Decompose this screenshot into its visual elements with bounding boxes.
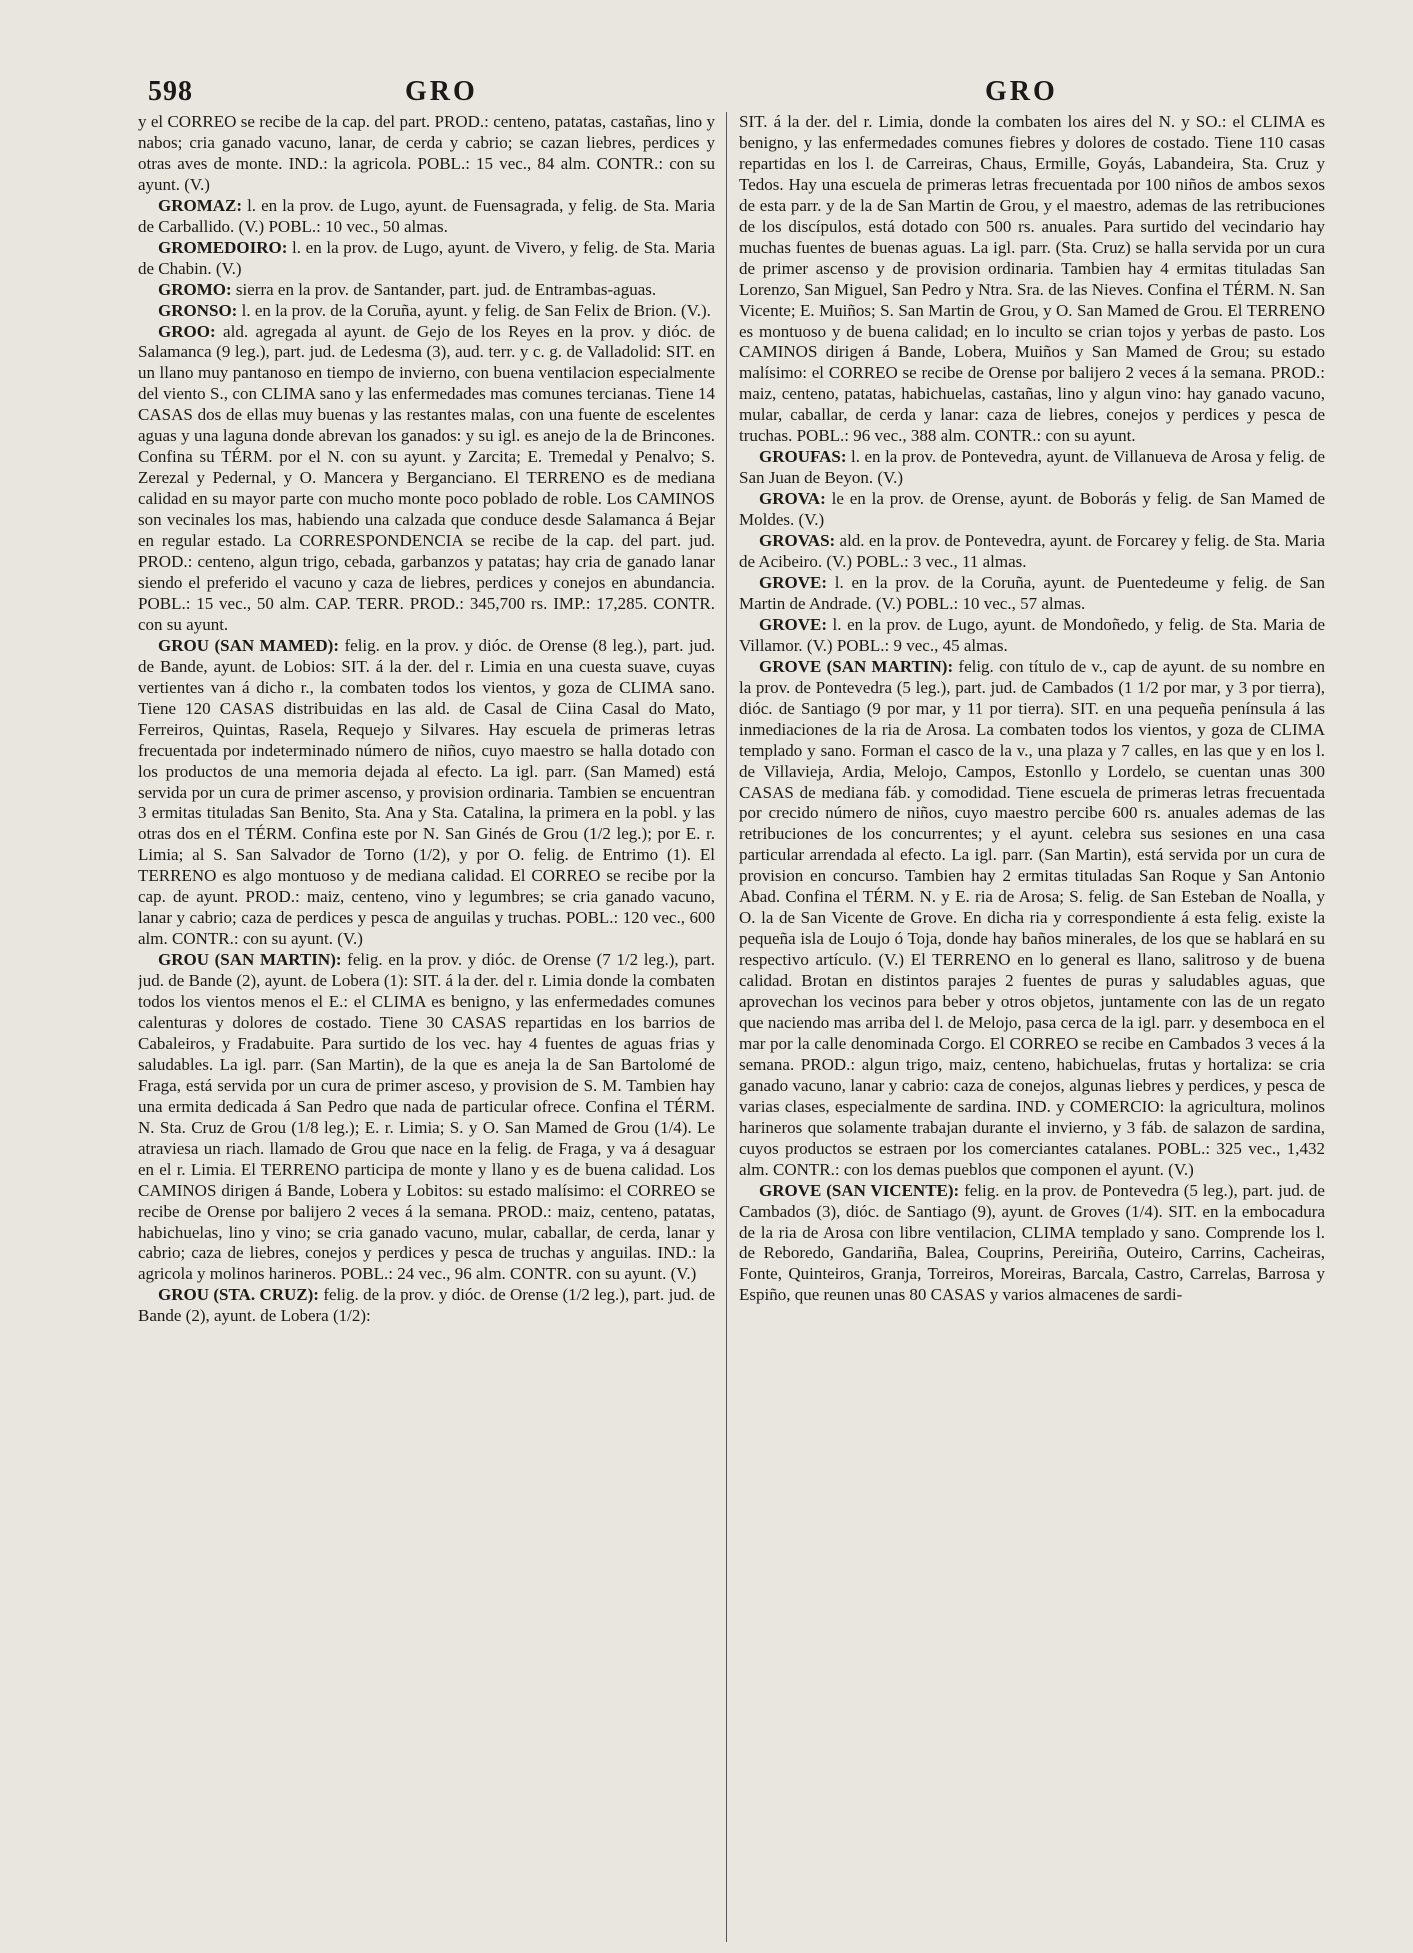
dictionary-entry <box>138 238 715 280</box>
left-column <box>138 112 715 1942</box>
page-number: 598 <box>148 76 193 107</box>
dictionary-entry <box>138 950 715 1285</box>
dictionary-entry <box>739 657 1325 1181</box>
entry-text: ald. agregada al ayunt. de Gejo de los Reyes en la prov. y dióc. de Salamanca (9 leg.), part. jud. de Ledesma (3), aud. terr. y c. g. de Valladolid: SIT. en un llano muy pantanoso en tiempo de invierno, con buena ventilacion especialmente del viento S., con CLIMA sano y las enfermedades mas comunes tercianas. Tiene 14 CASAS dos de ellas muy buenas y las restantes malas, con una fuente de escelentes aguas y una laguna donde abrevan los ganados: y su igl. es anejo de la de Brincones. Confina su TÉRM. por el N. con su ayunt. y Zarcita; E. Tremedal y Penalvo; S. Zerezal y Pedernal, y O. Mancera y Berganciano. El TERRENO es de mediana calidad en su mayor parte con mucho monte poco poblado de roble. Los CAMINOS son vecinales los mas, habiendo una calzada que conduce desde Salamanca á Bejar en regular estado. La CORRESPONDENCIA se recibe de la cap. del part. jud. PROD.: centeno, algun trigo, cebada, garbanzos y patatas; hay cria de ganado lanar siendo el preferido el vacuno y caza de liebres, perdices y conejos en abundancia. POBL.: 15 vec., 50 alm. CAP. TERR. PROD.: 345,700 rs. IMP.: 17,285. CONTR. con su ayunt. <box>138 321 715 634</box>
entry-text: sierra en la prov. de Santander, part. jud. de Entrambas-aguas. <box>235 279 657 299</box>
entry-text: l. en la prov. de la Coruña, ayunt. y felig. de San Felix de Brion. (V.). <box>241 300 711 320</box>
dictionary-entry <box>739 447 1325 489</box>
entry-text: felig. de la prov. y dióc. de Orense (1/2 leg.), part. jud. de Bande (2), ayunt. de Lobera (1/2): <box>138 1285 715 1326</box>
entry-headword: GROVE (SAN VICENTE): <box>759 1180 960 1200</box>
entry-text: ald. en la prov. de Pontevedra, ayunt. de Forcarey y felig. de Sta. Maria de Acibeiro. (V.) POBL.: 3 vec., 11 almas. <box>739 531 1325 572</box>
entry-text: felig. con título de v., cap de ayunt. de su nombre en la prov. de Pontevedra (5 leg.), part. jud. de Cambados (1 1/2 por mar, y 3 por tierra), dióc. de Santiago (9 por mar, y 11 por tierra). SIT. en una pequeña península á las inmediaciones de la ria de Arosa. La combaten todos los vientos, y goza de CLIMA templado y sano. Forman el casco de la v., una plaza y 7 calles, en las que y en los l. de Villavieja, Ardia, Melojo, Campos, Estonllo y Lordelo, se cuentan unas 300 CASAS de mediana fáb. y comodidad. Tiene escuela de primeras letras frecuentada por crecido número de niños, cuyo maestro percibe 600 rs. anuales ademas de las retribuciones de los concurrentes; y el ayunt. celebra sus sesiones en una casa particular arrendada al efecto. La igl. parr. (San Martin), está servida por un cura de provision en concurso. Tambien hay 2 ermitas tituladas San Roque y San Antonio Abad. Confina el TÉRM. N. y E. ria de Arosa; S. felig. de San Esteban de Noalla, y O. la de San Vicente de Grove. En dicha ria y correspondiente á esta felig. existe la pequeña isla de Loujo ó Toja, donde hay baños minerales, de los que se hablará en su respectivo artículo. (V.) El TERRENO en lo general es llano, salitroso y de buena calidad. Brotan en distintos parajes 2 fuentes de puras y saludables aguas, que aprovechan los vecinos para beber y otros objetos, juntamente con las de un regato que naciendo mas arriba del l. de Melojo, pasa cerca de la igl. parr. y desemboca en el mar por la calle denominada Corgo. El CORREO se recibe en Cambados 3 veces á la semana. PROD.: algun trigo, maiz, centeno, habichuelas, frutas y hortaliza: se cria ganado vacuno, lanar y cabrio: caza de conejos, algunas liebres y perdices, y pesca de varias clases, especialmente de sardina. IND. y COMERCIO: la agricultura, molinos harineros que solamente trabajan durante el invierno, y 3 fáb. de salazon de sardina, cuyos productos se estraen por los comerciantes catalanes. POBL.: 325 vec., 1,432 alm. CONTR.: con los demas pueblos que componen el ayunt. (V.) <box>739 656 1325 1179</box>
entry-headword: GROVA: <box>759 489 826 509</box>
entry-headword: GROO: <box>158 321 216 341</box>
dictionary-entry <box>138 280 715 301</box>
entry-headword: GROMO: <box>158 279 232 299</box>
entry-headword: GROVE: <box>759 572 827 592</box>
entry-headword: GROMAZ: <box>158 195 243 215</box>
right-running-head: GRO <box>985 76 1058 107</box>
dictionary-entry <box>138 196 715 238</box>
dictionary-entry <box>739 1181 1325 1307</box>
entry-text: SIT. á la der. del r. Limia, donde la combaten los aires del N. y SO.: el CLIMA es benigno, y las enfermedades comunes fiebres y dolores de costado. Tiene 110 casas repartidas en los l. de Carreiras, Chaus, Ermille, Goyás, Labandeira, Sta. Cruz y Tedos. Hay una escuela de primeras letras frecuentada por 100 niños de ambos sexos de esta parr. y de la de San Martin de Grou, y el maestro, ademas de las retribuciones de los discípulos, está dotado con 500 rs. anuales. Para surtido del vecindario hay muchas fuentes de buenas aguas. La igl. parr. (Sta. Cruz) se halla servida por un cura de primer ascenso y de provision ordinaria. Tambien hay 4 ermitas tituladas San Lorenzo, San Miguel, San Pedro y Ntra. Sra. de las Nieves. Confina el TÉRM. N. San Vicente; E. Muiños; S. San Martin de Grou, y O. San Mamed de Grou. El TERRENO es montuoso y de buena calidad; en lo inculto se crian tojos y yerbas de pasto. Los CAMINOS dirigen á Bande, Lobera, Muiños y San Mamed de Grou; su estado malísimo: el CORREO se recibe de Orense por balijero 2 veces á la semana. PROD.: maiz, centeno, patatas, habichuelas, castañas, lino y algun vino: hay ganado vacuno, mular, caballar, de cerda y lanar: caza de liebres, conejos y perdices y pesca de truchas. POBL.: 96 vec., 388 alm. CONTR.: con su ayunt. <box>739 112 1325 446</box>
entry-headword: GROVE: <box>759 614 827 634</box>
entry-text: l. en la prov. de Lugo, ayunt. de Vivero, y felig. de Sta. Maria de Chabin. (V.) <box>138 237 715 278</box>
page-header <box>0 76 1413 112</box>
entry-text: felig. en la prov. de Pontevedra (5 leg.), part. jud. de Cambados (3), dióc. de Santiago (9), ayunt. de Groves (1/4). SIT. en la embocadura de la ria de Arosa con libre ventilacion, CLIMA templado y sano. Comprende los l. de Reboredo, Gandariña, Balea, Couprins, Pereiriña, Outeiro, Carrins, Cacheiras, Fonte, Quinteiros, Granja, Torreiros, Moreiras, Barcala, Castro, Carrelas, Barrosa y Espiño, que reunen unas 80 CASAS y varios almacenes de sardi- <box>739 1180 1325 1305</box>
entry-text: l. en la prov. de Pontevedra, ayunt. de Villanueva de Arosa y felig. de San Juan de Beyon. (V.) <box>739 447 1325 488</box>
entry-text: l. en la prov. de la Coruña, ayunt. de Puentedeume y felig. de San Martin de Andrade. (V.) POBL.: 10 vec., 57 almas. <box>739 572 1325 613</box>
dictionary-entry <box>739 615 1325 657</box>
entry-text: l. en la prov. de Lugo, ayunt. de Mondoñedo, y felig. de Sta. Maria de Villamor. (V.) POBL.: 9 vec., 45 almas. <box>739 614 1325 655</box>
dictionary-entry <box>739 112 1325 447</box>
dictionary-entry <box>138 636 715 950</box>
entry-text: felig. en la prov. y dióc. de Orense (7 1/2 leg.), part. jud. de Bande (2), ayunt. de Lobera (1): SIT. á la der. del r. Limia donde la combaten todos los vientos menos el E.: el CLIMA es benigno, y las enfermedades comunes calenturas y dolores de costado. Tiene 30 CASAS repartidas en los barrios de Cabaleiros, y Fradabuite. Para surtido de los vec. hay 4 fuentes de aguas frias y saludables. La igl. parr. (San Martin), de la que es aneja la de San Bartolomé de Fraga, está servida por un cura de primer asceso, y provision de S. M. Tambien hay una ermita dedicada á San Pedro que nada de particular ofrece. Confina el TÉRM. N. Sta. Cruz de Grou (1/8 leg.); E. r. Limia; S. y O. San Mamed de Grou (1/4). Le atraviesa un riach. llamado de Grou que nace en la felig. de Fraga, y va á desaguar en el r. Limia. El TERRENO participa de monte y llano y es de buena calidad. Los CAMINOS dirigen á Bande, Lobera y Lobitos: su estado malísimo: el CORREO se recibe de Orense por balijero 2 veces á la semana. PROD.: maiz, centeno, patatas, habichuelas, lino y vino; se cria ganado vacuno, mular, caballar, de cerda, lanar y cabrio; caza de liebres, conejos y perdices y pesca de truchas y anguilas. IND.: la agricola y molinos harineros. POBL.: 24 vec., 96 alm. CONTR. con su ayunt. (V.) <box>138 950 715 1284</box>
entry-text: felig. en la prov. y dióc. de Orense (8 leg.), part. jud. de Bande, ayunt. de Lobios: SIT. á la der. del r. Limia en una cuesta suave, cuyas vertientes van á dicho r., la combaten todos los vientos, y goza de CLIMA sano. Tiene 120 CASAS distribuidas en las ald. de Casal de Ciina Casal do Mato, Ferreiros, Quintas, Rasela, Requejo y Silvares. Hay escuela de primeras letras frecuentada por indeterminado número de niños, cuyo maestro se halla dotado con los productos de una memoria dejada al efecto. La igl. parr. (San Mamed) está servida por un cura de primer ascenso, y provision ordinaria. Tambien se encuentran 3 ermitas tituladas San Benito, Sta. Ana y Sta. Catalina, la primera en la pobl. y las otras dos en el TÉRM. Confina este por N. San Ginés de Grou (1/2 leg.); por E. r. Limia; al S. San Salvador de Torno (1/2), y por O. felig. de Entrimo (1). El TERRENO es algo montuoso y de mediana calidad. El CORREO se recibe por la cap. de ayunt. PROD.: maiz, centeno, vino y legumbres; se cria ganado vacuno, lanar y cabrio; caza de perdices y pesca de anguilas y truchas. POBL.: 120 vec., 600 alm. CONTR.: con su ayunt. (V.) <box>138 635 715 949</box>
dictionary-entry <box>739 573 1325 615</box>
dictionary-entry <box>138 301 715 322</box>
entry-headword: GROU (SAN MAMED): <box>158 635 339 655</box>
entry-headword: GROU (SAN MARTIN): <box>158 950 342 970</box>
entry-headword: GROMEDOIRO: <box>158 237 288 257</box>
dictionary-entry <box>138 112 715 196</box>
entry-headword: GROU (STA. CRUZ): <box>158 1285 319 1305</box>
entry-headword: GROUFAS: <box>759 447 847 467</box>
entry-text: le en la prov. de Orense, ayunt. de Boborás y felig. de San Mamed de Moldes. (V.) <box>739 489 1325 530</box>
column-divider <box>726 112 727 1942</box>
dictionary-entry <box>138 1285 715 1327</box>
entry-text: y el CORREO se recibe de la cap. del part. PROD.: centeno, patatas, castañas, lino y nabos; cria ganado vacuno, lanar, de cerda y cabrio; se cazan liebres, perdices y otras aves de monte. IND.: la agricola. POBL.: 15 vec., 84 alm. CONTR.: con su ayunt. (V.) <box>138 112 715 194</box>
dictionary-entry <box>739 489 1325 531</box>
entry-headword: GRONSO: <box>158 300 238 320</box>
entry-text: l. en la prov. de Lugo, ayunt. de Fuensagrada, y felig. de Sta. Maria de Carballido. (V.) POBL.: 10 vec., 50 almas. <box>138 195 715 236</box>
entry-headword: GROVE (SAN MARTIN): <box>759 656 954 676</box>
dictionary-entry <box>739 531 1325 573</box>
right-column <box>739 112 1325 1942</box>
entry-headword: GROVAS: <box>759 531 836 551</box>
left-running-head: GRO <box>405 76 478 107</box>
dictionary-entry <box>138 322 715 636</box>
